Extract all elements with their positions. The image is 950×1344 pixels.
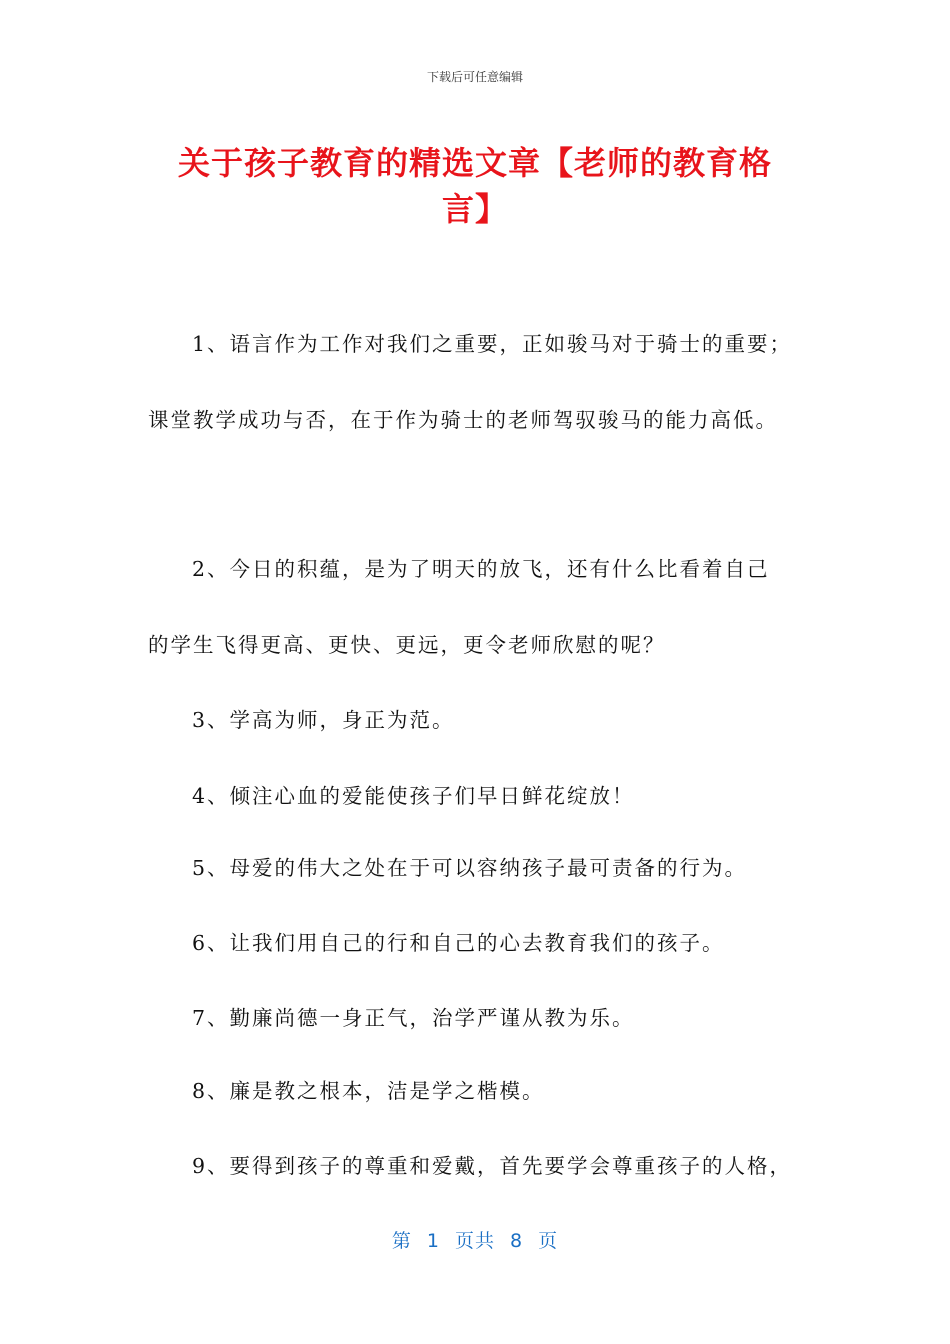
paragraph-6: [148, 905, 818, 981]
paragraph-2: [148, 531, 818, 683]
paragraph-9: [148, 1128, 818, 1204]
paragraph-7: [148, 980, 818, 1056]
paragraph-line: 4、倾注心血的爱能使孩子们早日鲜花绽放！: [192, 784, 635, 808]
page-footer: 第 1 页共 8 页: [391, 1230, 559, 1252]
title-line-1: 关于孩子教育的精选文章【老师的教育格: [177, 144, 772, 182]
paragraph-line: 1、语言作为工作对我们之重要，正如骏马对于骑士的重要；: [192, 332, 793, 356]
paragraph-line: 9、要得到孩子的尊重和爱戴，首先要学会尊重孩子的人格，: [192, 1154, 793, 1178]
paragraph-line: 5、母爱的伟大之处在于可以容纳孩子最可责备的行为。: [192, 856, 748, 880]
paragraph-line: 2、今日的积蕴，是为了明天的放飞，还有什么比看着自己: [192, 557, 770, 581]
paragraph-5: [148, 830, 818, 906]
paragraph-line: 的学生飞得更高、更快、更远，更令老师欣慰的呢？: [148, 633, 666, 657]
title-line-2: 言】: [441, 190, 508, 228]
paragraph-line: 8、廉是教之根本，洁是学之楷模。: [192, 1079, 545, 1103]
paragraph-line: 7、勤廉尚德一身正气，治学严谨从教为乐。: [192, 1006, 635, 1030]
paragraph-line: 3、学高为师，身正为范。: [192, 708, 455, 732]
paragraph-1: [148, 306, 818, 458]
header-note: 下载后可任意编辑: [426, 70, 523, 84]
document-title: [150, 140, 800, 232]
paragraph-3: [148, 682, 818, 758]
paragraph-line: 课堂教学成功与否，在于作为骑士的老师驾驭骏马的能力高低。: [148, 408, 778, 432]
paragraph-line: 6、让我们用自己的行和自己的心去教育我们的孩子。: [192, 931, 725, 955]
paragraph-8: [148, 1053, 818, 1129]
paragraph-4: [148, 758, 818, 834]
